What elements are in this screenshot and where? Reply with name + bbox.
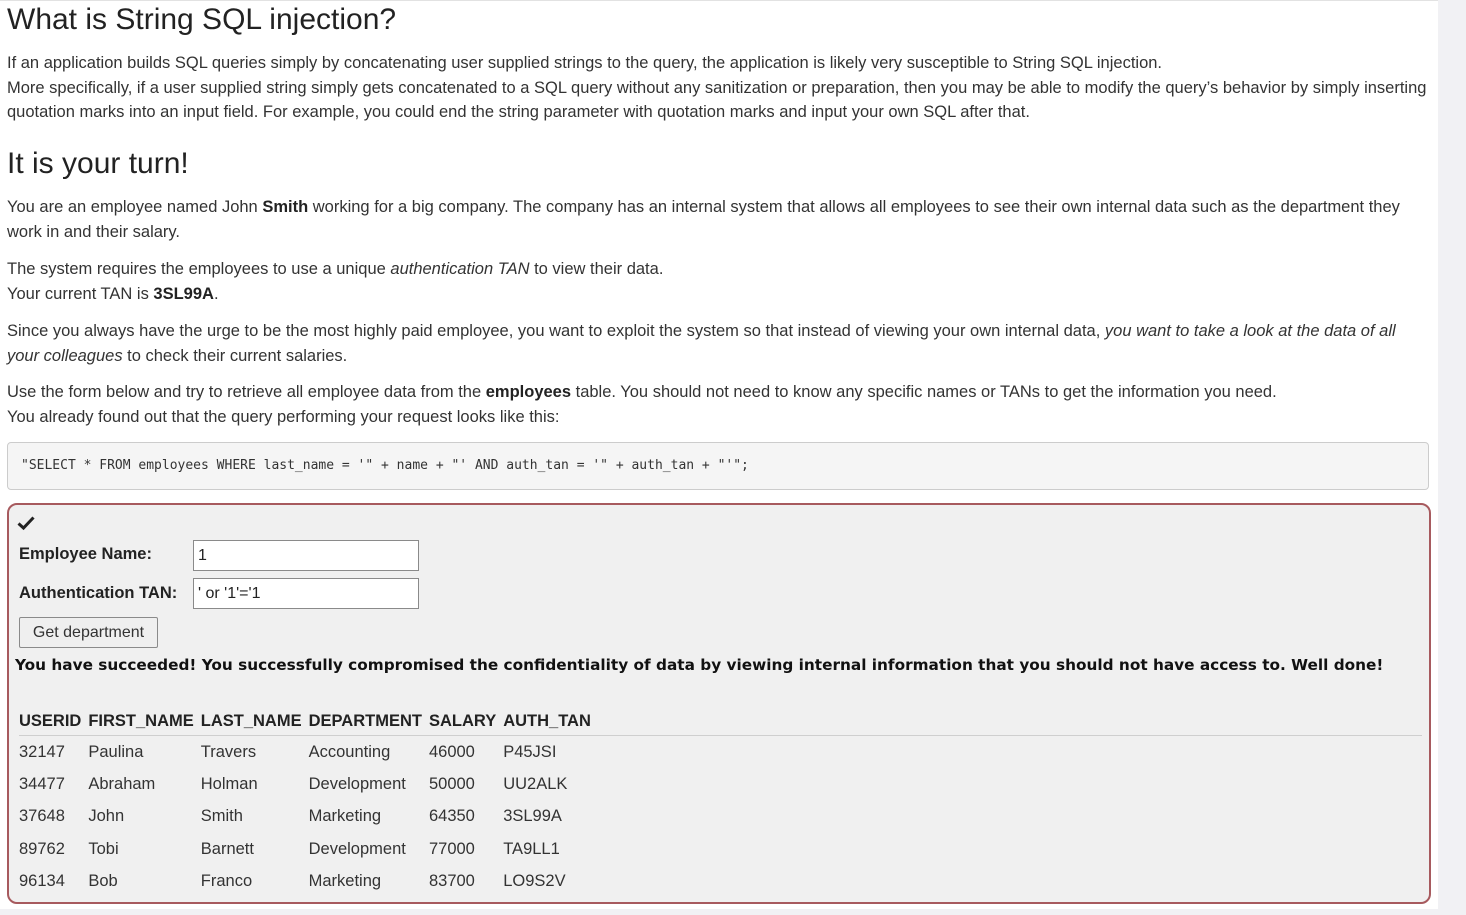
header-spacer <box>598 707 1422 736</box>
tan-text-c: Your current TAN is <box>7 284 154 303</box>
attack-form-panel <box>7 503 1431 904</box>
cell-userid: 32147 <box>19 742 65 761</box>
cell-last-name: Holman <box>200 775 258 794</box>
top-divider <box>0 0 1438 1</box>
column-header-first-name: FIRST_NAME <box>88 707 200 736</box>
table-row <box>19 736 1422 769</box>
cell-salary: 83700 <box>428 872 475 891</box>
employee-name-label: Employee Name: <box>19 545 152 563</box>
check-icon <box>17 515 35 531</box>
tan-text-d: . <box>213 284 219 303</box>
scenario-name-bold: Smith <box>262 198 309 216</box>
table-row <box>19 801 1422 833</box>
cell-salary: 50000 <box>428 775 475 794</box>
instruction-text-c: You already found out that the query performing your request looks like this: <box>7 407 560 426</box>
instruction-text-a: Use the form below and try to retrieve all employee data from the <box>7 383 486 401</box>
intro-line-2: More specifically, if a user supplied string simply gets concatenated to a SQL query without any sanitization or preparation, then you may be able to modify the query’s behavior by simply inserting quotation marks into an input field. For example, you could end the string parameter with quotation marks and input your own SQL after that. <box>7 78 1427 121</box>
cell-salary: 46000 <box>428 742 475 761</box>
cell-last-name: Smith <box>200 807 243 826</box>
cell-department: Marketing <box>308 872 382 891</box>
scenario-paragraph <box>7 195 1432 244</box>
cell-salary: 77000 <box>428 839 475 858</box>
cell-auth-tan: TA9LL1 <box>503 839 560 858</box>
cell-auth-tan: 3SL99A <box>503 807 562 826</box>
cell-salary: 64350 <box>428 807 475 826</box>
query-code-block <box>7 442 1429 490</box>
get-department-button[interactable]: Get department <box>19 617 158 648</box>
section-title-string-sql-injection: What is String SQL injection? <box>7 3 397 36</box>
cell-userid: 89762 <box>19 839 65 858</box>
horizontal-scrollbar[interactable] <box>0 909 1438 915</box>
column-header-salary: SALARY <box>429 707 503 736</box>
cell-auth-tan: P45JSI <box>503 742 557 761</box>
cell-auth-tan: UU2ALK <box>503 775 568 794</box>
cell-department: Accounting <box>308 742 391 761</box>
row-spacer <box>598 768 1422 800</box>
query-code: "SELECT * FROM employees WHERE last_name = '" + name + "' AND auth_tan = '" + auth_tan + "'"; <box>21 458 749 473</box>
cell-first-name: Bob <box>88 872 118 891</box>
vertical-scrollbar[interactable] <box>1438 0 1466 915</box>
current-tan-value: 3SL99A <box>153 284 214 303</box>
tan-italic: authentication TAN <box>390 260 530 278</box>
employee-results-table <box>19 707 1422 898</box>
table-row <box>19 833 1422 865</box>
cell-first-name: Tobi <box>88 839 119 858</box>
cell-userid: 96134 <box>19 872 65 891</box>
row-spacer <box>598 866 1422 898</box>
tan-text-a: The system requires the employees to use a unique <box>7 260 391 278</box>
cell-department: Development <box>308 775 406 794</box>
goal-text-a: Since you always have the urge to be the most highly paid employee, you want to exploit the system so that instead of viewing your own internal data, <box>7 322 1105 340</box>
cell-first-name: John <box>88 807 125 826</box>
success-message-text: You have succeeded! You successfully compromised the confidentiality of data by viewing internal information that you should not have access to. Well done! <box>15 656 1384 674</box>
column-header-userid: USERID <box>19 707 88 736</box>
table-name-bold: employees <box>485 383 572 401</box>
cell-last-name: Franco <box>200 872 253 891</box>
table-row <box>19 768 1422 800</box>
cell-userid: 37648 <box>19 807 65 826</box>
cell-userid: 34477 <box>19 775 65 794</box>
cell-last-name: Barnett <box>200 839 254 858</box>
intro-line-1: If an application builds SQL queries simply by concatenating user supplied strings to the query, the application is likely very susceptible to String SQL injection. <box>7 54 1163 72</box>
auth-tan-input[interactable] <box>193 578 419 609</box>
cell-first-name: Paulina <box>88 742 144 761</box>
section-title-your-turn: It is your turn! <box>7 147 189 180</box>
scenario-text-a: You are an employee named John <box>7 198 263 216</box>
cell-first-name: Abraham <box>88 775 156 794</box>
scenario-text-b: working for a big company. The company has an internal system that allows all employees to see their own internal data such as the department they work in and their salary. <box>7 198 1400 241</box>
row-spacer <box>598 736 1422 769</box>
goal-paragraph <box>7 319 1432 368</box>
cell-last-name: Travers <box>200 742 257 761</box>
row-spacer <box>598 801 1422 833</box>
table-row <box>19 866 1422 898</box>
column-header-auth-tan: AUTH_TAN <box>503 707 598 736</box>
employee-name-input[interactable] <box>193 540 419 571</box>
instruction-text-b: table. You should not need to know any specific names or TANs to get the information you need. <box>571 383 1277 401</box>
column-header-last-name: LAST_NAME <box>201 707 309 736</box>
instruction-paragraph <box>7 380 1432 429</box>
cell-department: Development <box>308 839 406 858</box>
cell-auth-tan: LO9S2V <box>503 872 566 891</box>
tan-paragraph <box>7 257 1432 306</box>
goal-text-b: to check their current salaries. <box>122 346 348 365</box>
cell-department: Marketing <box>308 807 382 826</box>
tan-text-b: to view their data. <box>529 260 664 278</box>
table-header-row <box>19 707 1422 736</box>
intro-paragraph <box>7 51 1432 125</box>
success-message <box>15 652 1425 678</box>
auth-tan-label: Authentication TAN: <box>19 584 178 602</box>
row-spacer <box>598 833 1422 865</box>
column-header-department: DEPARTMENT <box>309 707 429 736</box>
goal-italic: you want to take a look at the data of all your colleagues <box>7 322 1396 365</box>
